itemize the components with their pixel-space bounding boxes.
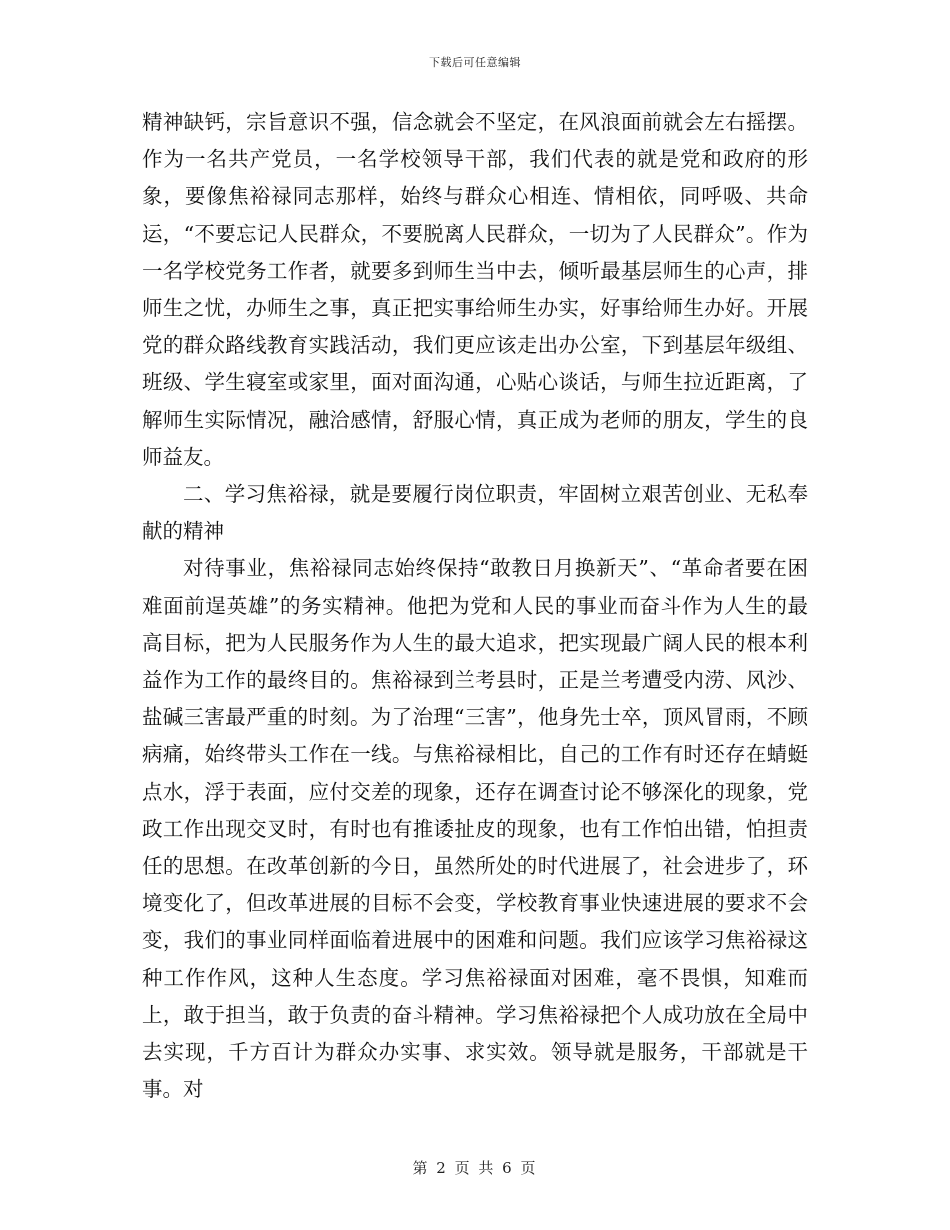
page-header-note: 下载后可任意编辑 <box>429 56 521 69</box>
paragraph-1: 精神缺钙，宗旨意识不强，信念就会不坚定，在风浪面前就会左右摇摆。作为一名共产党员，一名学校领导干部，我们代表的就是党和政府的形象，要像焦裕禄同志那样，始终与群众心相连、情相依，同呼吸、共命运，“不要忘记人民群众，不要脱离人民群众，一切为了人民群众”。作为一名学校党务工作者，就要多到师生当中去，倾听最基层师生的心声，排师生之忧，办师生之事，真正把实事给师生办实，好事给师生办好。开展党的群众路线教育实践活动，我们更应该走出办公室，下到基层年级组、班级、学生寝室或家里，面对面沟通，心贴心谈话，与师生拉近距离，了解师生实际情况，融洽感情，舒服心情，真正成为老师的朋友，学生的良师益友。 <box>142 110 808 469</box>
paragraph-3: 对待事业，焦裕禄同志始终保持“敢教日月换新天”、“革命者要在困难面前逞英雄”的务实精神。他把为党和人民的事业而奋斗作为人生的最高目标，把为人民服务作为人生的最大追求，把实现最广阔人民的根本利益作为工作的最终目的。焦裕禄到兰考县时，正是兰考遭受内涝、风沙、盐碱三害最严重的时刻。为了治理“三害”，他身先士卒，顶风冒雨，不顾病痛，始终带头工作在一线。与焦裕禄相比，自己的工作有时还存在蜻蜓点水，浮于表面，应付交差的现象，还存在调查讨论不够深化的现象，党政工作出现交叉时，有时也有推诿扯皮的现象，也有工作怕出错，怕担责任的思想。在改革创新的今日，虽然所处的时代进展了，社会进步了，环境变化了，但改革进展的目标不会变，学校教育事业快速进展的要求不会变，我们的事业同样面临着进展中的困难和问题。我们应该学习焦裕禄这种工作作风，这种人生态度。学习焦裕禄面对困难，毫不畏惧，知难而上，敢于担当，敢于负责的奋斗精神。学习焦裕禄把个人成功放在全局中去实现，千方百计为群众办实事、求实效。领导就是服务，干部就是干事。对 <box>142 556 808 1102</box>
document-body <box>142 104 808 1108</box>
section-heading-2: 二、学习焦裕禄，就是要履行岗位职责，牢固树立艰苦创业、无私奉献的精神 <box>142 482 808 544</box>
page-number: 第 2 页 共 6 页 <box>412 1159 538 1177</box>
